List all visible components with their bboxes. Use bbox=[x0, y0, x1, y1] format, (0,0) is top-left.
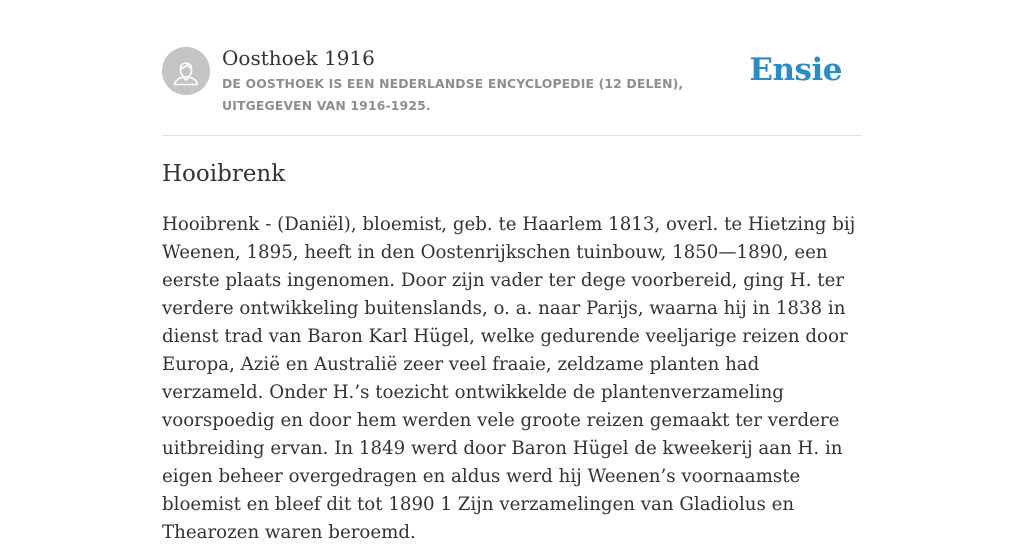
entry-body: Hooibrenk - (Daniël), bloemist, geb. te Haarlem 1813, overl. te Hietzing bij Weenen, 1895, heeft in den Oostenrijkschen tuinbouw, 1850—1890, een eerste plaats ingenomen. Door zijn vader ter dege voorbereid, ging H. ter verdere ontwikkeling buitenslands, o. a. naar Parijs, waarna hij in 1838 in dienst trad van Baron Karl Hügel, welke gedurende veeljarige reizen door Europa, Azië en Australië zeer veel fraaie, zeldzame planten had verzameld. Onder H.’s toezicht ontwikkelde de plantenverzameling voorspoedig en door hem werden vele groote reizen gemaakt ter verdere uitbreiding ervan. In 1849 werd door Baron Hügel de kweekerij aan H. in eigen beheer overgedragen en aldus werd hij Weenen’s voornaamste bloemist en bleef dit tot 1890 1 Zijn verzamelingen van Gladiolus en Thearozen waren beroemd. bbox=[162, 214, 856, 543]
ensie-logo[interactable]: Ensie bbox=[749, 52, 842, 88]
source-header bbox=[162, 46, 862, 136]
source-title[interactable]: Oosthoek 1916 bbox=[222, 46, 375, 70]
user-icon[interactable] bbox=[162, 47, 210, 95]
entry-title: Hooibrenk bbox=[162, 161, 286, 187]
header-divider bbox=[162, 135, 862, 136]
source-description: DE OOSTHOEK IS EEN NEDERLANDSE ENCYCLOPEDIE (12 DELEN), UITGEGEVEN VAN 1916-1925. bbox=[222, 76, 684, 113]
